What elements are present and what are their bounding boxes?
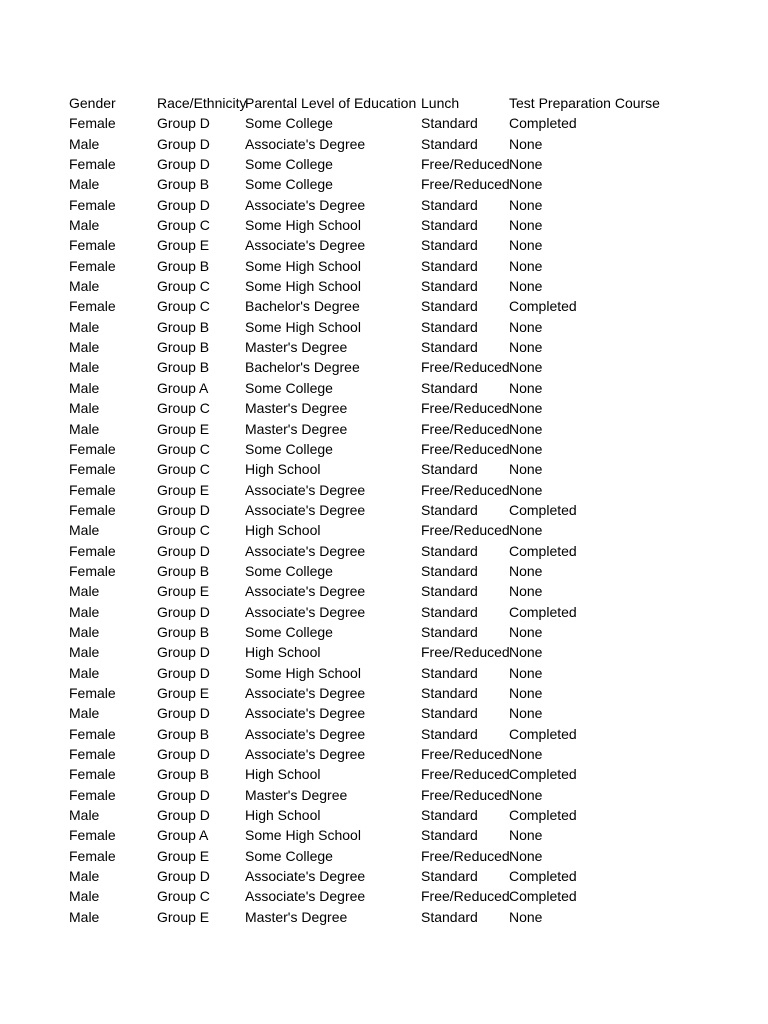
gender-cell: Male [69,135,100,152]
race-ethnicity-cell: Group C [157,522,210,539]
lunch-cell: Standard [421,298,478,315]
table-row [69,154,669,174]
lunch-cell: Standard [421,725,478,742]
header-gender: Gender [69,95,116,111]
gender-cell: Male [69,623,100,640]
gender-cell: Female [69,196,116,213]
parental-education-cell: Associate's Degree [245,542,366,559]
gender-cell: Female [69,542,116,559]
race-ethnicity-cell: Group B [157,359,210,376]
gender-cell: Female [69,440,116,457]
gender-cell: Female [69,725,116,742]
gender-cell: Male [69,868,100,885]
test-prep-cell: None [509,420,543,437]
race-ethnicity-cell: Group A [157,827,209,844]
test-prep-cell: None [509,278,543,295]
test-prep-cell: None [509,237,543,254]
gender-cell: Male [69,318,100,335]
lunch-cell: Standard [421,807,478,824]
test-prep-cell: None [509,684,543,701]
test-prep-cell: Completed [509,888,577,905]
parental-education-cell: Associate's Degree [245,135,366,152]
header-row [69,93,669,113]
parental-education-cell: Some College [245,847,333,864]
gender-cell: Male [69,278,100,295]
test-prep-cell: Completed [509,115,577,132]
table-row [69,785,669,805]
parental-education-cell: Master's Degree [245,420,348,437]
table-row [69,520,669,540]
parental-education-cell: Associate's Degree [245,583,366,600]
gender-cell: Male [69,583,100,600]
lunch-cell: Standard [421,237,478,254]
test-prep-cell: None [509,481,543,498]
race-ethnicity-cell: Group D [157,603,210,620]
parental-education-cell: Some College [245,562,333,579]
lunch-cell: Free/Reduced [421,176,510,193]
parental-education-cell: Some College [245,176,333,193]
race-ethnicity-cell: Group E [157,908,210,925]
race-ethnicity-cell: Group C [157,440,210,457]
parental-education-cell: Some College [245,623,333,640]
parental-education-cell: Associate's Degree [245,684,366,701]
data-table [69,93,669,927]
parental-education-cell: Some College [245,440,333,457]
parental-education-cell: Master's Degree [245,786,348,803]
lunch-cell: Standard [421,135,478,152]
race-ethnicity-cell: Group E [157,237,210,254]
lunch-cell: Free/Reduced [421,156,510,173]
test-prep-cell: Completed [509,603,577,620]
table-row [69,500,669,520]
gender-cell: Female [69,481,116,498]
table-row [69,561,669,581]
gender-cell: Male [69,400,100,417]
table-row [69,866,669,886]
lunch-cell: Free/Reduced [421,766,510,783]
lunch-cell: Standard [421,542,478,559]
test-prep-cell: None [509,705,543,722]
table-row [69,398,669,418]
gender-cell: Male [69,420,100,437]
table-row [69,419,669,439]
table-row [69,439,669,459]
race-ethnicity-cell: Group C [157,400,210,417]
parental-education-cell: High School [245,461,321,478]
test-prep-cell: Completed [509,868,577,885]
table-row [69,174,669,194]
test-prep-cell: Completed [509,298,577,315]
lunch-cell: Standard [421,318,478,335]
lunch-cell: Free/Reduced [421,359,510,376]
parental-education-cell: Master's Degree [245,908,348,925]
table-row [69,296,669,316]
test-prep-cell: None [509,461,543,478]
table-row [69,642,669,662]
table-row [69,480,669,500]
test-prep-cell: None [509,786,543,803]
test-prep-cell: None [509,257,543,274]
parental-education-cell: Associate's Degree [245,237,366,254]
gender-cell: Male [69,888,100,905]
test-prep-cell: None [509,135,543,152]
table-row [69,337,669,357]
lunch-cell: Standard [421,562,478,579]
race-ethnicity-cell: Group D [157,644,210,661]
table-row [69,256,669,276]
race-ethnicity-cell: Group D [157,542,210,559]
test-prep-cell: None [509,400,543,417]
race-ethnicity-cell: Group D [157,115,210,132]
lunch-cell: Standard [421,868,478,885]
race-ethnicity-cell: Group D [157,196,210,213]
table-row [69,134,669,154]
lunch-cell: Free/Reduced [421,888,510,905]
race-ethnicity-cell: Group B [157,725,210,742]
gender-cell: Male [69,807,100,824]
test-prep-cell: Completed [509,807,577,824]
lunch-cell: Standard [421,583,478,600]
gender-cell: Male [69,217,100,234]
table-row [69,703,669,723]
test-prep-cell: None [509,339,543,356]
test-prep-cell: None [509,318,543,335]
test-prep-cell: Completed [509,542,577,559]
race-ethnicity-cell: Group B [157,339,210,356]
gender-cell: Female [69,684,116,701]
parental-education-cell: Some High School [245,318,361,335]
parental-education-cell: Associate's Degree [245,603,366,620]
race-ethnicity-cell: Group B [157,562,210,579]
test-prep-cell: None [509,746,543,762]
table-row [69,846,669,866]
lunch-cell: Standard [421,908,478,925]
test-prep-cell: None [509,522,543,539]
parental-education-cell: High School [245,522,321,539]
parental-education-cell: Associate's Degree [245,868,366,885]
lunch-cell: Standard [421,623,478,640]
race-ethnicity-cell: Group D [157,807,210,824]
race-ethnicity-cell: Group E [157,684,210,701]
parental-education-cell: Some High School [245,827,361,844]
header-race-ethnicity: Race/Ethnicity [157,95,247,111]
table-row [69,378,669,398]
parental-education-cell: Associate's Degree [245,888,366,905]
gender-cell: Female [69,746,116,762]
test-prep-cell: Completed [509,725,577,742]
lunch-cell: Standard [421,278,478,295]
gender-cell: Male [69,644,100,661]
parental-education-cell: Some High School [245,257,361,274]
parental-education-cell: High School [245,644,321,661]
table-row [69,622,669,642]
gender-cell: Female [69,562,116,579]
table-row [69,744,669,764]
race-ethnicity-cell: Group E [157,420,210,437]
lunch-cell: Standard [421,827,478,844]
lunch-cell: Standard [421,501,478,518]
parental-education-cell: Associate's Degree [245,705,366,722]
gender-cell: Female [69,786,116,803]
gender-cell: Female [69,115,116,132]
gender-cell: Female [69,847,116,864]
header-test-prep: Test Preparation Course [509,95,660,111]
lunch-cell: Standard [421,684,478,701]
table-row [69,113,669,133]
table-row [69,215,669,235]
lunch-cell: Standard [421,257,478,274]
test-prep-cell: None [509,156,543,173]
race-ethnicity-cell: Group D [157,786,210,803]
gender-cell: Female [69,827,116,844]
gender-cell: Male [69,705,100,722]
test-prep-cell: None [509,440,543,457]
table-row [69,459,669,479]
test-prep-cell: None [509,359,543,376]
race-ethnicity-cell: Group B [157,318,210,335]
test-prep-cell: None [509,176,543,193]
parental-education-cell: Some High School [245,278,361,295]
race-ethnicity-cell: Group B [157,257,210,274]
gender-cell: Male [69,603,100,620]
gender-cell: Male [69,359,100,376]
gender-cell: Male [69,908,100,925]
table-row [69,886,669,906]
test-prep-cell: None [509,562,543,579]
lunch-cell: Standard [421,339,478,356]
parental-education-cell: Associate's Degree [245,501,366,518]
test-prep-cell: None [509,379,543,396]
race-ethnicity-cell: Group C [157,888,210,905]
lunch-cell: Free/Reduced [421,644,510,661]
lunch-cell: Standard [421,196,478,213]
table-row [69,581,669,601]
parental-education-cell: Some High School [245,217,361,234]
race-ethnicity-cell: Group B [157,766,210,783]
test-prep-cell: None [509,217,543,234]
table-row [69,825,669,845]
parental-education-cell: Associate's Degree [245,196,366,213]
gender-cell: Female [69,766,116,783]
gender-cell: Female [69,257,116,274]
table-row [69,602,669,622]
lunch-cell: Standard [421,664,478,681]
race-ethnicity-cell: Group D [157,705,210,722]
race-ethnicity-cell: Group D [157,868,210,885]
gender-cell: Male [69,339,100,356]
test-prep-cell: None [509,583,543,600]
parental-education-cell: Master's Degree [245,400,348,417]
parental-education-cell: Master's Degree [245,339,348,356]
gender-cell: Male [69,522,100,539]
test-prep-cell: None [509,623,543,640]
race-ethnicity-cell: Group D [157,746,210,762]
parental-education-cell: Bachelor's Degree [245,359,360,376]
parental-education-cell: High School [245,807,321,824]
gender-cell: Female [69,298,116,315]
table-row [69,683,669,703]
test-prep-cell: None [509,196,543,213]
gender-cell: Male [69,664,100,681]
gender-cell: Female [69,501,116,518]
lunch-cell: Standard [421,603,478,620]
test-prep-cell: None [509,908,543,925]
race-ethnicity-cell: Group E [157,847,210,864]
lunch-cell: Standard [421,461,478,478]
table-row [69,276,669,296]
lunch-cell: Free/Reduced [421,420,510,437]
gender-cell: Female [69,156,116,173]
parental-education-cell: Associate's Degree [245,481,366,498]
parental-education-cell: Some College [245,379,333,396]
table-row [69,317,669,337]
lunch-cell: Free/Reduced [421,400,510,417]
table-row [69,724,669,744]
test-prep-cell: Completed [509,501,577,518]
race-ethnicity-cell: Group A [157,379,209,396]
gender-cell: Male [69,379,100,396]
race-ethnicity-cell: Group B [157,176,210,193]
table-row [69,764,669,784]
test-prep-cell: None [509,847,543,864]
gender-cell: Male [69,176,100,193]
race-ethnicity-cell: Group C [157,298,210,315]
table-row [69,235,669,255]
header-parental-education: Parental Level of Education [245,95,417,111]
gender-cell: Female [69,461,116,478]
race-ethnicity-cell: Group D [157,156,210,173]
lunch-cell: Free/Reduced [421,522,510,539]
lunch-cell: Standard [421,705,478,722]
race-ethnicity-cell: Group D [157,135,210,152]
table-row [69,907,669,927]
parental-education-cell: Associate's Degree [245,746,366,762]
race-ethnicity-cell: Group B [157,623,210,640]
parental-education-cell: Some College [245,156,333,173]
parental-education-cell: High School [245,766,321,783]
lunch-cell: Standard [421,217,478,234]
lunch-cell: Standard [421,115,478,132]
lunch-cell: Free/Reduced [421,746,510,762]
race-ethnicity-cell: Group C [157,278,210,295]
race-ethnicity-cell: Group D [157,501,210,518]
race-ethnicity-cell: Group E [157,481,210,498]
parental-education-cell: Associate's Degree [245,725,366,742]
race-ethnicity-cell: Group C [157,461,210,478]
table-row [69,663,669,683]
table-row [69,195,669,215]
lunch-cell: Free/Reduced [421,440,510,457]
header-lunch: Lunch [421,95,460,111]
test-prep-cell: Completed [509,766,577,783]
parental-education-cell: Some High School [245,664,361,681]
test-prep-cell: None [509,664,543,681]
test-prep-cell: None [509,644,543,661]
lunch-cell: Free/Reduced [421,481,510,498]
race-ethnicity-cell: Group E [157,583,210,600]
table-row [69,541,669,561]
table-body [69,113,669,927]
race-ethnicity-cell: Group C [157,217,210,234]
lunch-cell: Free/Reduced [421,847,510,864]
parental-education-cell: Bachelor's Degree [245,298,360,315]
table-row [69,805,669,825]
test-prep-cell: None [509,827,543,844]
lunch-cell: Standard [421,379,478,396]
lunch-cell: Free/Reduced [421,786,510,803]
gender-cell: Female [69,237,116,254]
table-row [69,357,669,377]
parental-education-cell: Some College [245,115,333,132]
race-ethnicity-cell: Group D [157,664,210,681]
